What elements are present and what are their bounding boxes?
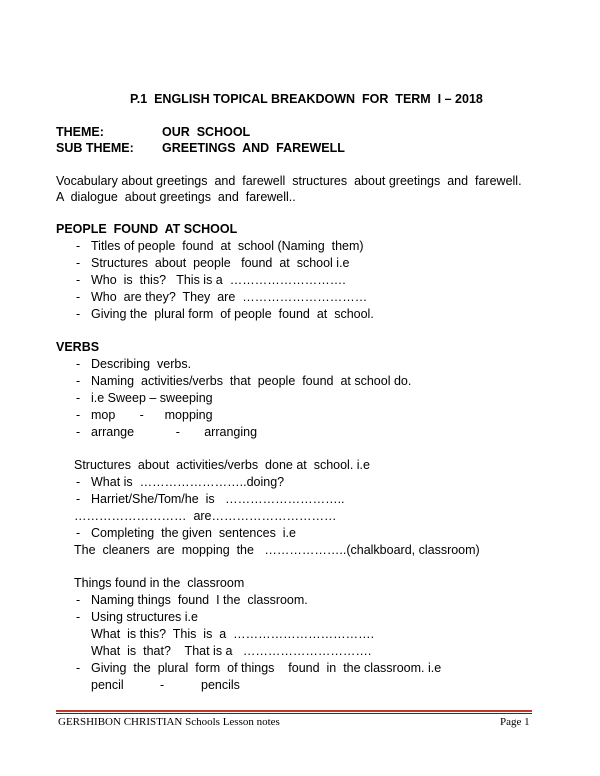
are-line: ……………………… are…………………………: [74, 509, 337, 523]
subtheme-label: SUB THEME:: [56, 141, 134, 155]
bullet-dash: -: [76, 273, 81, 287]
list-item: Using structures i.e: [91, 610, 198, 624]
subtheme-value: GREETINGS AND FAREWELL: [162, 141, 345, 155]
list-item: i.e Sweep – sweeping: [91, 391, 213, 405]
list-item: Naming things found I the classroom.: [91, 593, 308, 607]
bullet-dash: -: [76, 492, 81, 506]
people-heading: PEOPLE FOUND AT SCHOOL: [56, 222, 238, 236]
classroom-heading: Things found in the classroom: [74, 576, 245, 590]
intro-line-2: A dialogue about greetings and farewell..: [56, 190, 296, 204]
what-is-this-line: What is this? This is a …………………………….: [91, 627, 375, 641]
bullet-dash: -: [76, 374, 81, 388]
bullet-dash: -: [76, 593, 81, 607]
bullet-dash: -: [76, 661, 81, 675]
list-item: arrange - arranging: [91, 425, 258, 439]
list-item: Harriet/She/Tom/he is ………………………..: [91, 492, 345, 506]
footer-rule-thin: [56, 713, 532, 714]
structures-intro: Structures about activities/verbs done at school. i.e: [74, 458, 370, 472]
document-title: P.1 ENGLISH TOPICAL BREAKDOWN FOR TERM I – 2018: [130, 92, 483, 106]
what-is-that-line: What is that? That is a ………………………….: [91, 644, 372, 658]
list-item: Giving the plural form of people found at school.: [91, 307, 374, 321]
bullet-dash: -: [76, 425, 81, 439]
verbs-heading: VERBS: [56, 340, 100, 354]
theme-value: OUR SCHOOL: [162, 125, 251, 139]
list-item: Who are they? They are …………………………: [91, 290, 368, 304]
bullet-dash: -: [76, 610, 81, 624]
bullet-dash: -: [76, 307, 81, 321]
bullet-dash: -: [76, 239, 81, 253]
list-item: Structures about people found at school i.e: [91, 256, 350, 270]
list-item: mop - mopping: [91, 408, 213, 422]
pencil-dash: -: [160, 678, 165, 692]
list-item: Titles of people found at school (Naming them): [91, 239, 364, 253]
footer-school-name: GERSHIBON CHRISTIAN Schools Lesson notes: [58, 716, 280, 728]
footer-page-number: Page 1: [500, 716, 530, 728]
cleaners-sentence: The cleaners are mopping the ………………..(chalkboard, classroom): [74, 543, 480, 557]
list-item: Describing verbs.: [91, 357, 192, 371]
bullet-dash: -: [76, 290, 81, 304]
footer-rule: [56, 710, 532, 712]
bullet-dash: -: [76, 256, 81, 270]
bullet-dash: -: [76, 357, 81, 371]
list-item: Completing the given sentences i.e: [91, 526, 296, 540]
theme-label: THEME:: [56, 125, 104, 139]
bullet-dash: -: [76, 475, 81, 489]
bullet-dash: -: [76, 526, 81, 540]
list-item: Naming activities/verbs that people found at school do.: [91, 374, 412, 388]
list-item: Giving the plural form of things found in the classroom. i.e: [91, 661, 442, 675]
bullet-dash: -: [76, 391, 81, 405]
list-item: What is ……………………..doing?: [91, 475, 285, 489]
pencil-word: pencil: [91, 678, 124, 692]
list-item: Who is this? This is a ……………………….: [91, 273, 346, 287]
bullet-dash: -: [76, 408, 81, 422]
pencils-word: pencils: [201, 678, 240, 692]
intro-line-1: Vocabulary about greetings and farewell structures about greetings and farewell.: [56, 174, 522, 188]
